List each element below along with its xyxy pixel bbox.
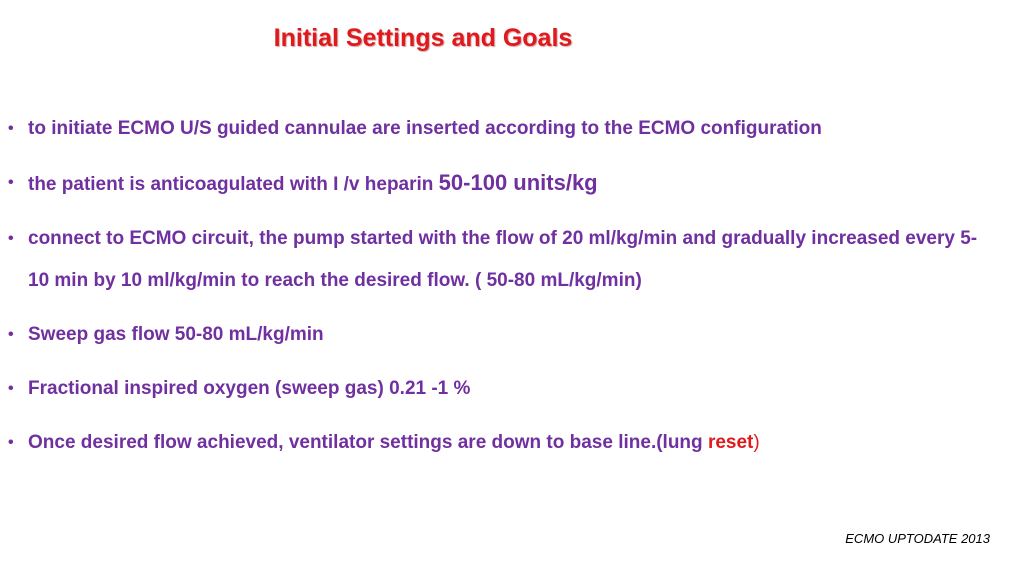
bullet-dot-icon: • bbox=[8, 434, 14, 451]
bullet-list bbox=[8, 108, 998, 476]
bullet-text: connect to ECMO circuit, the pump started with the flow of 20 ml/kg/min and gradually increased every 5-10 min by 10 ml/kg/min to reach the desired flow. ( 50-80 mL/kg/min) bbox=[28, 228, 978, 291]
bullet-suffix: ) bbox=[753, 432, 760, 453]
bullet-item bbox=[8, 422, 998, 464]
bullet-text: to initiate ECMO U/S guided cannulae are inserted according to the ECMO configuration bbox=[28, 118, 822, 139]
bullet-dot-icon: • bbox=[8, 230, 14, 247]
bullet-text: Once desired flow achieved, ventilator settings are down to base line.(lung bbox=[28, 432, 708, 453]
bullet-text: Fractional inspired oxygen (sweep gas) 0.21 -1 % bbox=[28, 378, 471, 399]
bullet-item bbox=[8, 108, 998, 150]
bullet-item bbox=[8, 162, 998, 206]
bullet-dot-icon: • bbox=[8, 174, 14, 191]
reset-highlight: reset bbox=[707, 432, 754, 453]
slide-footer: ECMO UPTODATE 2013 bbox=[845, 531, 990, 546]
bullet-item bbox=[8, 218, 998, 302]
bullet-item bbox=[8, 314, 998, 356]
slide-title: Initial Settings and Goals bbox=[273, 24, 573, 52]
bullet-item bbox=[8, 368, 998, 410]
bullet-dot-icon: • bbox=[8, 326, 14, 343]
heparin-dose: 50-100 units/kg bbox=[438, 170, 598, 195]
bullet-dot-icon: • bbox=[8, 380, 14, 397]
bullet-dot-icon: • bbox=[8, 120, 14, 137]
bullet-text: the patient is anticoagulated with I /v heparin bbox=[28, 174, 439, 195]
bullet-text: Sweep gas flow 50-80 mL/kg/min bbox=[28, 324, 324, 345]
